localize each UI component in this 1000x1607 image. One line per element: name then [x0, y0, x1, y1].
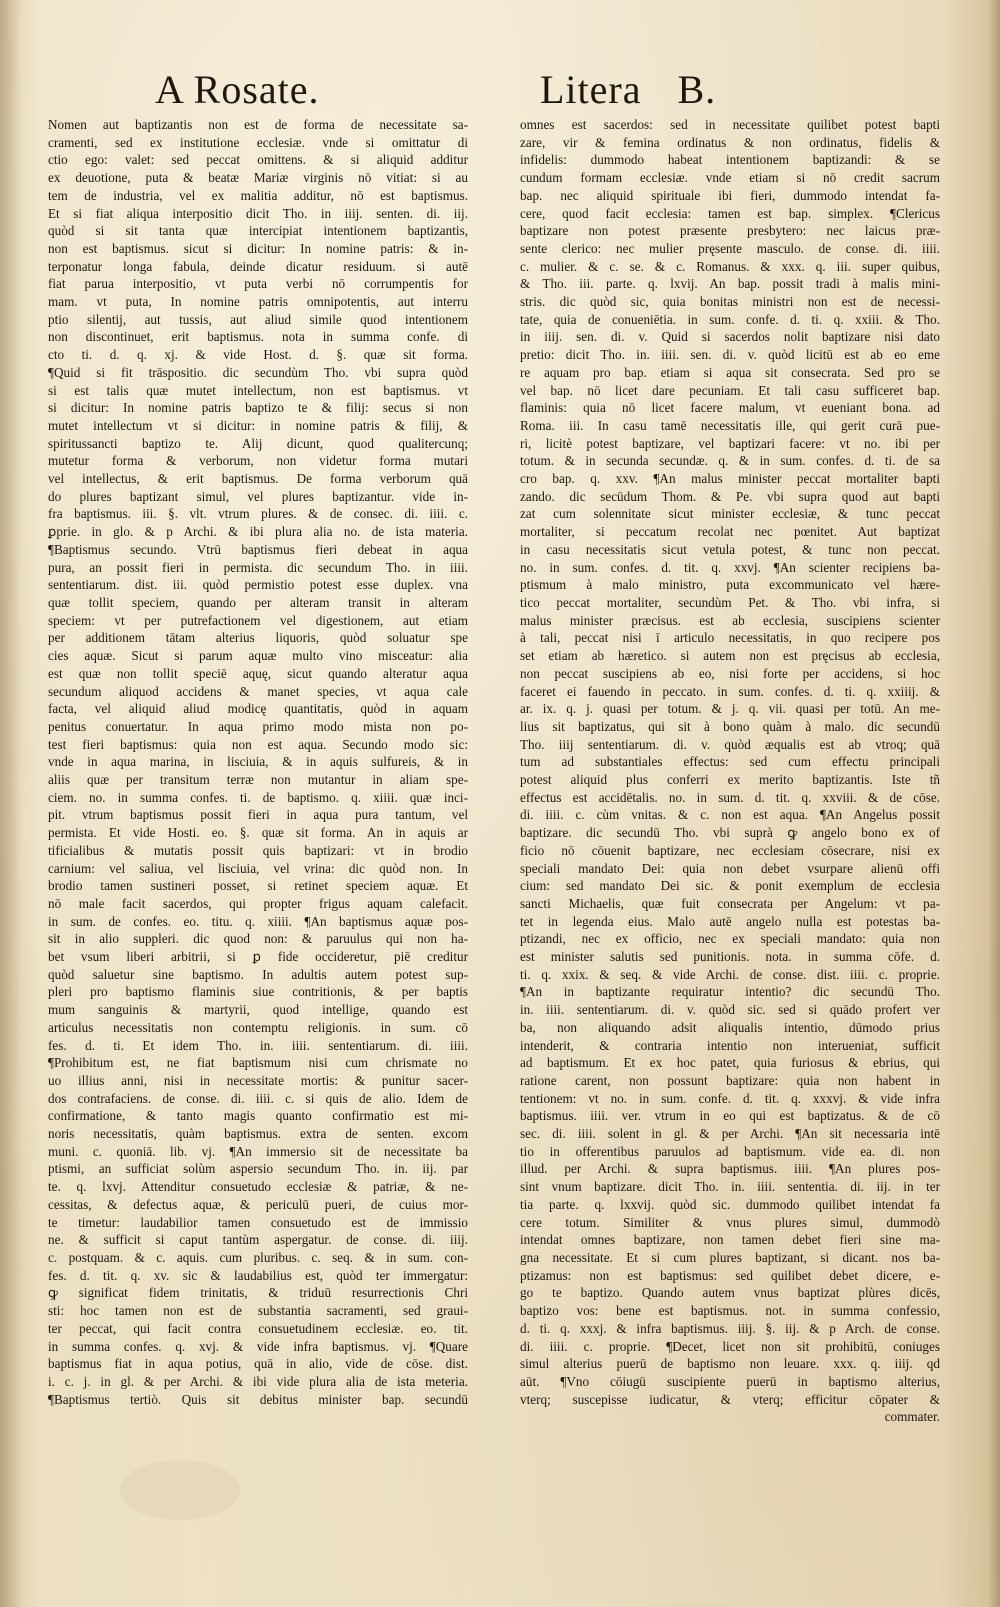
- right-column-text-line: baptismus. iiii. ver. vtrum in eo qui est baptizatus. & de cō: [520, 1108, 940, 1124]
- left-column-text-line: te timetur: laudabilior tamen consuetudo est de immissio: [48, 1214, 468, 1230]
- right-column-text-line: re aquam pro bap. etiam si aqua sit consecrata. Sed pro se: [520, 364, 940, 380]
- left-column-text-line: si est talis quæ mutet intellectum, non est baptismus. vt: [48, 382, 468, 398]
- left-column-text-line: mutetur forma & verborum, non videtur forma mutari: [48, 453, 468, 469]
- left-column-text-line: ter peccat, qui facit contra consuetudinem ecclesiæ. eo. tit.: [48, 1320, 468, 1336]
- right-column-text-line: gna necessitate. Et si cum plures baptizant, si dicant. nos ba-: [520, 1250, 940, 1265]
- left-column-text-line: Et si fiat aliqua interpositio dicit Tho. in iiij. senten. di. iij.: [48, 205, 468, 221]
- right-column-text-line: di. iiii. c. cùm vnitas. & c. non est aqua. ¶An Angelus possit: [520, 807, 940, 823]
- left-column-text-line: vnde in aqua marina, in lisciuia, & in aquis sulfureis, & in: [48, 754, 468, 770]
- left-column-text-line: ¶Baptismus secundo. Vtrū baptismus fieri debeat in aqua: [48, 541, 468, 557]
- right-column-text-line: ¶An in baptizante requiratur intentio? dic secundū Tho.: [520, 984, 940, 1000]
- right-column-text-line: simul alterius puerū de baptismo non leuare. xxx. q. iiij. qd: [520, 1356, 940, 1372]
- right-column-text-line: speciali mandato Dei: quia non debet vsurpare alienū offi: [520, 860, 940, 876]
- right-column-text-line: commater.: [884, 1409, 940, 1425]
- left-column-text-line: facta, vel aliquid aliud modicę quantitatis, quòd in aquam: [48, 701, 468, 717]
- left-column-text-line: cies aquæ. Sicut si parum aquæ multo vino misceatur: alia: [48, 648, 468, 664]
- left-column-text-line: test fieri baptismus: quia non est aqua. Secundo modo sic:: [48, 736, 468, 752]
- right-column-text-line: in iiij. sen. di. v. Quid si sacerdos nolit baptizare nisi dato: [520, 329, 940, 345]
- right-column-text-line: ad baptismum. Et ex hoc patet, quia furiosus & ebrius, qui: [520, 1055, 940, 1071]
- left-column-text-line: est quæ non tollit speciē aquę, sicut quando alteratur aqua: [48, 665, 468, 681]
- right-column-text-line: cium: sed mandato Dei sic. & ponit exemplum de ecclesia: [520, 878, 940, 894]
- right-column-text-line: ba, non aliquando adsit aliqualis intentio, dūmodo prius: [520, 1019, 940, 1035]
- right-column-text-line: totum. & in secunda secundæ. q. & in sum. confes. d. ti. de sa: [520, 453, 940, 469]
- right-column-text-line: c. mulier. & c. se. & c. Romanus. & xxx. q. iii. super quibus,: [520, 258, 940, 274]
- right-column-text-line: vterq; suscepisse iudicatur, & vterq; efficitur cōpater &: [520, 1391, 940, 1407]
- left-column-text-line: ¶Quid si fit trāspositio. dic secundùm Tho. vbi supra quòd: [48, 364, 468, 380]
- right-column-text-line: ri, licitè potest baptizare, vel baptizari facere: vt no. ibi per: [520, 435, 940, 451]
- right-column-text-line: cundum formam ecclesiæ. vnde etiam si nō credit sacrum: [520, 170, 940, 186]
- right-column-text-line: no. in sum. confes. d. tit. q. xxvj. ¶An scienter recipiens ba-: [520, 559, 940, 575]
- left-column-text-line: sit in alio suppleri. dic quod non: & paruulus qui non ha-: [48, 931, 468, 947]
- right-column-text-line: tentionem: vt no. in sum. confe. d. tit. q. xxxvj. & vide infra: [520, 1090, 940, 1106]
- left-column-text-line: fiat parua interpositio, vt puta verbi nō corrumpentis for: [48, 276, 468, 292]
- right-column-text-line: go te baptizo. Quando autem vnus baptizat plùres dicēs,: [520, 1285, 940, 1301]
- running-head-left: A Rosate.: [155, 67, 320, 112]
- left-column-text-line: Nomen aut baptizantis non est de forma de necessitate sa-: [48, 117, 468, 132]
- left-column-text-line: dos contrafaciens. de conse. di. iiii. c. si quis de alio. Idem de: [48, 1090, 468, 1106]
- left-column-text-line: mam. vt puta, In nomine patris omnipotentis, aut interru: [48, 294, 468, 310]
- right-column-text-line: zando. dic secūdum Thom. & Pe. vbi supra quod aut bapti: [520, 488, 940, 504]
- binding-shadow: [0, 0, 22, 1607]
- left-column-text-line: sti: hoc tamen non est de substantia sacramenti, sed graui-: [48, 1303, 468, 1319]
- left-column-text-line: spiritussancti baptizo te. Alij dicunt, quod qualitercunq;: [48, 435, 468, 451]
- left-column-text-line: ex deuotione, puta & beatæ Mariæ virginis nō vitiat: si au: [48, 170, 468, 186]
- right-text-column: [520, 116, 940, 1426]
- left-column-text-line: pura, an possit fieri in permista. dic secundum Tho. in iiii.: [48, 559, 468, 575]
- right-column-text-line: baptizo vos: bene est baptismus. not. in summa confessio,: [520, 1303, 940, 1319]
- right-column-text-line: Tho. iiij sententiarum. di. v. quòd æqualis est ab vtroq; quā: [520, 736, 940, 752]
- right-column-text-line: sec. di. iiii. solent in gl. & per Archi. ¶An sit necessaria intē: [520, 1126, 940, 1142]
- left-column-text-line: baptismus fiat in aqua potius, quā in alio, vide de cōse. dist.: [48, 1356, 468, 1372]
- right-column-text-line: vel bap. nō licet dare pecuniam. Et tali casu sufficeret bap.: [520, 382, 940, 398]
- left-column-text-line: confirmatione, & tanto magis quanto confirmatio est mi-: [48, 1108, 468, 1124]
- right-column-text-line: sente clerico: nec mulier pręsente masculo. de conse. di. iiii.: [520, 240, 940, 256]
- left-column-text-line: noris necessitatis, quàm baptismus. extra de senten. excom: [48, 1126, 468, 1142]
- left-column-text-line: quòd saluetur sine baptismo. In adultis autem potest sup-: [48, 966, 468, 982]
- left-column-text-line: articulus necessitatis non contemptu religionis. in sum. cō: [48, 1019, 468, 1035]
- right-column-text-line: ficio nō cōuenit baptizare, nec ecclesiam cōsecrare, nisi ex: [520, 842, 940, 858]
- right-column-text-line: tico peccat mortaliter, secundùm Pet. & Tho. vbi infra, si: [520, 594, 940, 610]
- right-column-text-line: intenderit, & contraria intentio non interueniat, sufficit: [520, 1037, 940, 1053]
- right-column-text-line: illud. per Archi. & supra baptismus. iiii. ¶An plures pos-: [520, 1161, 940, 1177]
- right-column-text-line: potest aliquid plus conferri ex merito baptizantis. Iste tñ: [520, 772, 940, 788]
- right-column-text-line: ar. ix. q. j. quasi per totum. & j. q. vii. quasi per totū. An me-: [520, 701, 940, 717]
- right-column-text-line: bap. nec aliquid spirituale ibi fieri, dummodo intendat fa-: [520, 187, 940, 203]
- right-column-text-line: ptizandi, nec ex officio, nec ex speciali mandato: quia non: [520, 931, 940, 947]
- right-column-text-line: tate, quia de conueniētia. in sum. confe. d. ti. q. xxiii. & Tho.: [520, 311, 940, 327]
- left-column-text-line: tem de industria, vel ex malitia additur, nō est baptismus.: [48, 187, 468, 203]
- left-column-text-line: quòd si sit tanta quæ intercipiat intentionem baptizantis,: [48, 223, 468, 239]
- right-column-text-line: Roma. iii. In casu tamē necessitatis ille, qui gerit curā pue-: [520, 417, 940, 433]
- right-column-text-line: set etiam ab hæretico. si autem non est pręcisus ab ecclesia,: [520, 648, 940, 664]
- right-column-text-line: in. iiii. sententiarum. di. v. quòd sic. sed si quādo profert ver: [520, 1002, 940, 1018]
- left-column-text-line: uo illius anni, nisi in necessitate mortis: & punitur sacer-: [48, 1072, 468, 1088]
- right-column-text-line: faceret ei fauendo in peccato. in sum. confes. d. ti. q. xxiiij. &: [520, 683, 940, 699]
- right-column-text-line: sancti Michaelis, quæ fuit consecrata per Angelum: vt pa-: [520, 895, 940, 911]
- right-column-text-line: ratione carent, non possunt baptizare: quia non habent in: [520, 1072, 940, 1088]
- left-column-text-line: permista. Et vide Hosti. eo. §. quæ sit forma. An in aquis ar: [48, 825, 468, 841]
- running-head-letter: B.: [677, 67, 717, 112]
- right-column-text-line: lius sit baptizatus, qui sit à bono quàm à malo. dic secundū: [520, 718, 940, 734]
- left-text-column: [48, 116, 468, 1408]
- right-column-text-line: sint vnum baptizare. dicit Tho. in. iiii. sententia. di. iij. in ter: [520, 1179, 940, 1195]
- right-column-text-line: cere totum. Similiter & vnus plures simul, dummodò: [520, 1214, 940, 1230]
- left-column-text-line: per additionem tātam alterius liquoris, quòd soluatur spe: [48, 630, 468, 646]
- right-column-text-line: tia parte. q. lxxvij. quòd sic. dummodo quilibet intendat fa: [520, 1196, 940, 1212]
- left-column-text-line: vel intellectus, & erit baptismus. De forma verborum quā: [48, 471, 468, 487]
- left-column-text-line: te. q. lxvj. Attenditur consuetudo ecclesiæ & patriæ, & ne-: [48, 1179, 468, 1195]
- right-column-text-line: baptizare. dic secundū Tho. vbi suprà ꝙ angelo bono ex of: [520, 825, 940, 841]
- left-column-text-line: brodio tamen sustineri posset, si retinet speciem aquæ. Et: [48, 878, 468, 894]
- left-column-text-line: non est baptismus. sicut si dicitur: In nomine patris: & in-: [48, 240, 468, 256]
- left-column-text-line: ctio ego: valet: sed peccat omittens. & si aliquid additur: [48, 152, 468, 168]
- left-column-text-line: fra baptismus. iii. §. vlt. vtrum plures. & de consec. di. iiii. c.: [48, 506, 468, 522]
- right-column-text-line: d. ti. q. xxxj. & infra baptismus. iiij. §. iij. & p Arch. de conse.: [520, 1320, 940, 1336]
- right-column-text-line: zare, vir & femina ordinatus & non ordinatus, fidelis &: [520, 134, 940, 150]
- right-column-text-line: flaminis: quia nō licet facere malum, vt eueniant bona. ad: [520, 400, 940, 416]
- running-head-right: [540, 67, 717, 112]
- left-column-text-line: ciem. no. in summa confes. ti. de baptismo. q. xiiii. quæ inci-: [48, 789, 468, 805]
- right-column-text-line: mortaliter, si peccatum recolat nec pœnitet. Aut baptizat: [520, 524, 940, 540]
- right-column-text-line: ti. q. xxix. & seq. & vide Archi. de conse. dist. iiii. c. proprie.: [520, 966, 940, 982]
- left-column-text-line: cto ti. d. q. xj. & vide Host. d. §. quæ sit forma.: [48, 347, 468, 363]
- left-column-text-line: cramenti, sed ex institutione ecclesiæ. vnde si omittatur di: [48, 134, 468, 150]
- left-column-text-line: penitus conuertatur. In aqua primo modo mista non po-: [48, 718, 468, 734]
- left-column-text-line: mum sanguinis & martyrii, quod intellige, quando est: [48, 1002, 468, 1018]
- right-column-text-line: ptismum à malo ministro, puta excommunicato vel hære-: [520, 577, 940, 593]
- left-column-text-line: ꝙ significat fidem trinitatis, & triduū resurrectionis Chri: [48, 1285, 468, 1301]
- left-column-text-line: non discontinuet, erit baptismus. nota in summa confe. di: [48, 329, 468, 345]
- left-column-text-line: pit. vtrum baptismus possit fieri in aqua pura tantum, vel: [48, 807, 468, 823]
- left-column-text-line: aliis quæ per transitum terræ non mutantur in aliam spe-: [48, 772, 468, 788]
- right-column-text-line: cro bap. q. xxv. ¶An malus minister peccat mortaliter bapti: [520, 471, 940, 487]
- right-column-text-line: aūt. ¶Vno cōiugū suscipiente puerū in baptismo alterius,: [520, 1373, 940, 1389]
- paper-stain: [120, 1460, 240, 1520]
- left-column-text-line: ne. & sufficit si caput tantùm aspergatur. de conse. di. iiij.: [48, 1232, 468, 1248]
- left-column-text-line: fes. d. ti. Et idem Tho. in. iiii. sententiarum. di. iiii.: [48, 1037, 468, 1053]
- left-column-text-line: ¶Baptismus tertiò. Quis sit debitus minister bap. secundū: [48, 1391, 468, 1407]
- right-column-text-line: & Tho. iii. parte. q. lxvij. An bap. possit tradi à malis mini-: [520, 276, 940, 292]
- left-column-text-line: si dicitur: In nomine patris baptizo te & filij: secus si non: [48, 400, 468, 416]
- left-column-text-line: nō male facit sacerdos, qui propter frigus aquam calefacit.: [48, 895, 468, 911]
- page-edge-shadow: [988, 0, 1000, 1607]
- left-column-text-line: quæ tollit speciem, quando per alteram transit in alteram: [48, 594, 468, 610]
- right-column-text-line: in casu necessitatis sicut vetula potest, & tunc non peccat.: [520, 541, 940, 557]
- right-column-text-line: ptizamus: non est baptismus: sed quilibet debet dicere, e-: [520, 1267, 940, 1283]
- left-column-text-line: secundum aliquod accidens & manet species, vt aqua cale: [48, 683, 468, 699]
- right-column-text-line: stris. dic quòd sic, quia bonitas ministri non est de necessi-: [520, 294, 940, 310]
- left-column-text-line: speciem: vt per putrefactionem vel digestionem, aut etiam: [48, 612, 468, 628]
- left-column-text-line: bet vsum liberi arbitrii, si ꝑ fide occideretur, piē creditur: [48, 949, 468, 965]
- right-column-text-line: pretio: dicit Tho. in. iiii. sen. di. v. quòd licitū est ab eo eme: [520, 347, 940, 363]
- left-column-text-line: in summa confes. q. xvj. & vide infra baptismus. vj. ¶Quare: [48, 1338, 468, 1354]
- left-column-text-line: terponatur longa fabula, deinde dicatur residuum. si autē: [48, 258, 468, 274]
- right-column-text-line: intendat omnes baptizare, non tamen debet fieri sine ma-: [520, 1232, 940, 1248]
- right-column-text-line: di. iiii. c. proprie. ¶Decet, licet non sit prohibitū, coniuges: [520, 1338, 940, 1354]
- right-column-text-line: baptizare non potest præsente presbytero: nec laicus præ-: [520, 223, 940, 239]
- left-column-text-line: cessitas, & defectus aquæ, & periculū pueri, de cuius mor-: [48, 1196, 468, 1212]
- right-column-text-line: zat cum solennitate sicut minister ecclesiæ, & tunc peccat: [520, 506, 940, 522]
- running-head-word: Litera: [540, 67, 642, 112]
- left-column-text-line: sententiarum. dist. iii. quòd permistio potest esse duplex. vna: [48, 577, 468, 593]
- left-column-text-line: pleri pro baptismo flaminis siue contritionis, & per baptis: [48, 984, 468, 1000]
- left-column-text-line: in sum. de confes. eo. titu. q. xiiii. ¶An baptismus aquæ pos-: [48, 913, 468, 929]
- right-column-text-line: infidelis: dummodo habeat intentionem baptizandi: & se: [520, 152, 940, 168]
- right-column-text-line: est minister salutis sed punitionis. nota. in summa cōfe. d.: [520, 949, 940, 965]
- right-column-text-line: tet in legenda eius. Malo autē angelo nulla est potestas ba-: [520, 913, 940, 929]
- right-column-text-line: cere, quod facit ecclesia: tamen est bap. simplex. ¶Clericus: [520, 205, 940, 221]
- right-column-text-line: à tali, peccat nisi ī articulo necessitatis, in quo recipere pos: [520, 630, 940, 646]
- left-column-text-line: fes. d. tit. q. xv. sic & laudabilius est, quòd ter immergatur:: [48, 1267, 468, 1283]
- left-column-text-line: mutet intellectum vt si dicitur: in nomine patris & filij, &: [48, 417, 468, 433]
- left-column-text-line: ¶Prohibitum est, ne fiat baptismum nisi cum chrismate no: [48, 1055, 468, 1071]
- right-column-text-line: omnes est sacerdos: sed in necessitate quilibet potest bapti: [520, 117, 940, 132]
- right-column-text-line: effectus est accidētalis. no. in sum. d. tit. q. xxviii. & de cōse.: [520, 789, 940, 805]
- left-column-text-line: ꝑprie. in glo. & p Archi. & ibi plura alia no. de ista materia.: [48, 524, 468, 540]
- left-column-text-line: ptio silentij, aut tussis, aut aliud simile quod intentionem: [48, 311, 468, 327]
- right-column-text-line: tum ad substantiales effectus: sed cum effectu principali: [520, 754, 940, 770]
- left-column-text-line: i. c. j. in gl. & per Archi. & ibi vide plura alia de ista meteria.: [48, 1373, 468, 1389]
- left-column-text-line: tificialibus & mutatis possit quis baptizari: vt in brodio: [48, 842, 468, 858]
- right-column-text-line: malus minister præcisus. est ab ecclesia, suscipiens scienter: [520, 612, 940, 628]
- left-column-text-line: c. postquam. & c. aquis. cum pluribus. c. seq. & in sum. con-: [48, 1250, 468, 1265]
- right-column-text-line: non peccat suscipiens ab eo, nisi forte per accidens, si hoc: [520, 665, 940, 681]
- left-column-text-line: carnium: vel saliua, vel lisciuia, vel vrina: dic quòd non. In: [48, 860, 468, 876]
- right-column-text-line: tio in offerentibus paruulos ad baptismum. vide ea. di. non: [520, 1143, 940, 1159]
- left-column-text-line: do plures baptizant simul, vel plures baptizantur. vide in-: [48, 488, 468, 504]
- left-column-text-line: muni. c. quoniā. lib. vj. ¶An immersio sit de necessitate ba: [48, 1143, 468, 1159]
- left-column-text-line: ptismi, an sufficiat solùm aspersio secundum Tho. in. iij. par: [48, 1161, 468, 1177]
